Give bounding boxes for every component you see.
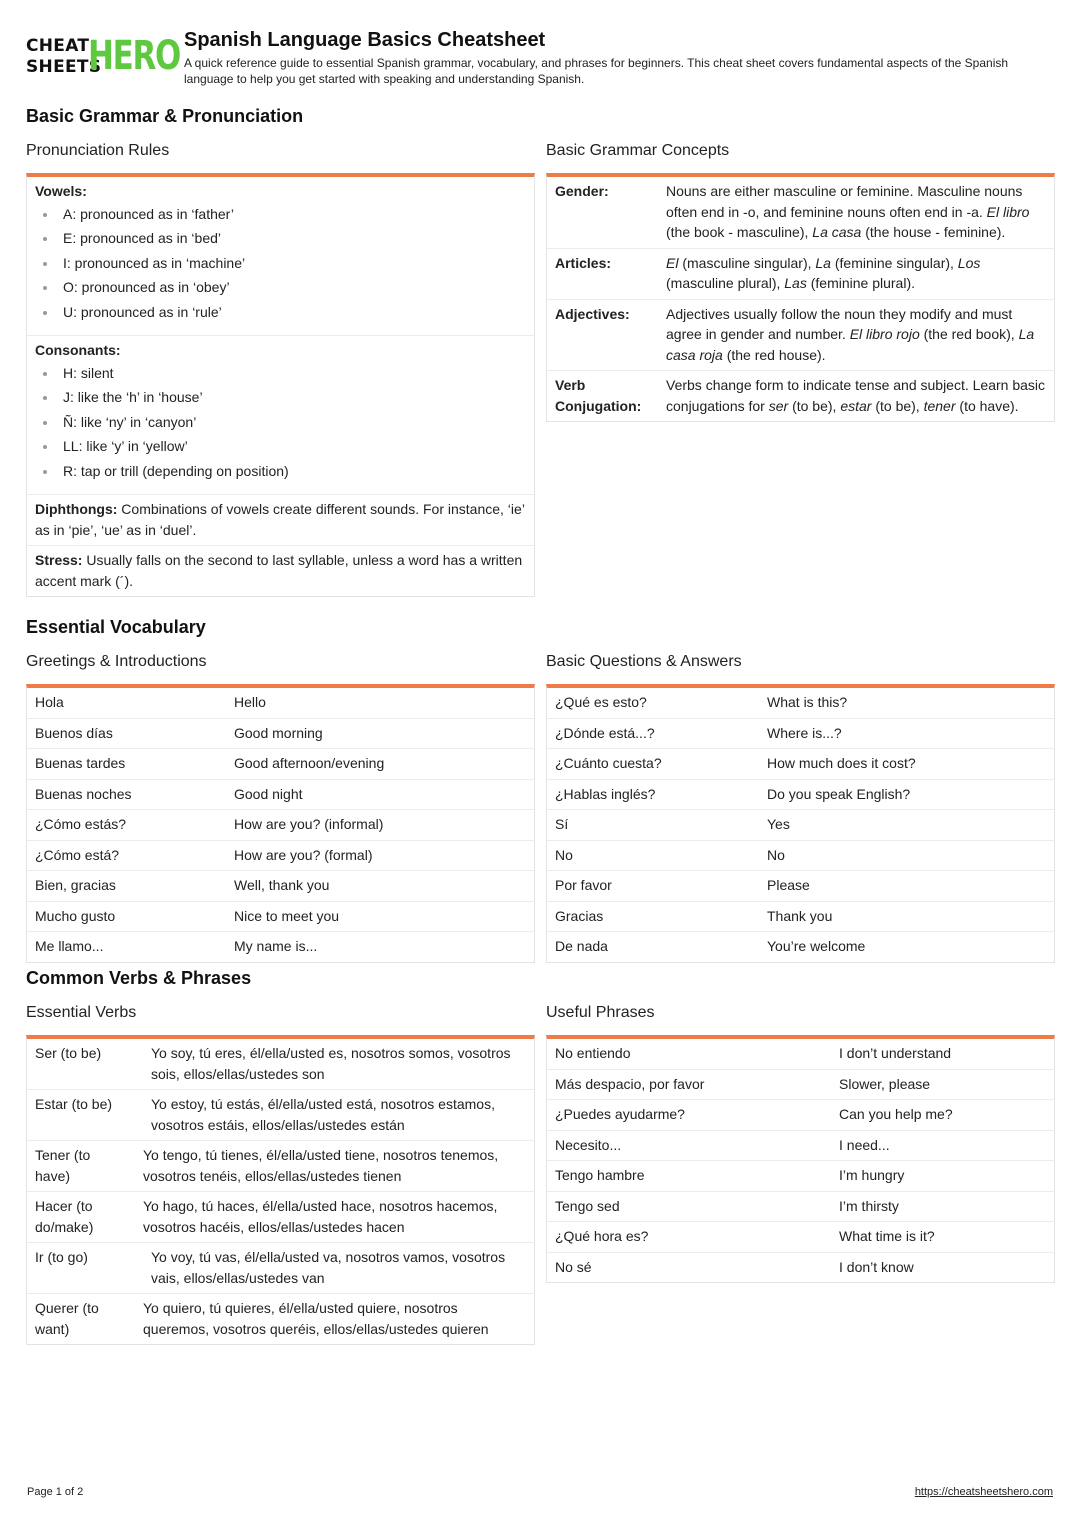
table-row: De nada You’re welcome <box>555 938 866 954</box>
cheatsheetshero-logo[interactable] <box>26 33 181 80</box>
table-row: Buenas tardes Good afternoon/evening <box>27 749 534 780</box>
list-item: H: silent <box>35 361 526 386</box>
card-body <box>26 684 535 963</box>
list-item: Ñ: like ‘ny’ in ‘canyon’ <box>35 410 526 435</box>
table-row: Sí Yes <box>547 810 1054 841</box>
vowels-list <box>35 202 526 331</box>
list-item: A: pronounced as in ‘father’ <box>35 202 526 227</box>
card-body <box>546 684 1055 963</box>
verb-conjugation-row: Verb Conjugation: Verbs change form to indicate tense and subject. Learn basic conjugations for ser (to be), estar (to be), tener (to have). <box>555 377 1046 414</box>
stress-label: Stress: <box>35 552 83 568</box>
table-row: No No <box>547 841 1054 872</box>
list-item: J: like the ‘h’ in ‘house’ <box>35 385 526 410</box>
stress-text: Usually falls on the second to last syllable, unless a word has a written accent mark (´). <box>35 552 523 589</box>
table-row: Me llamo... My name is... <box>35 938 318 954</box>
adjectives-row: Adjectives: Adjectives usually follow the noun they modify and must agree in gender and number. El libro rojo (the red book), La casa roja (the red house). <box>547 300 1054 372</box>
table-row: Hola Hello <box>27 688 534 719</box>
gender-label: Gender: <box>555 183 609 199</box>
section-title-grammar: Basic Grammar & Pronunciation <box>26 106 304 126</box>
greetings-card <box>26 651 535 963</box>
vowels-row <box>27 177 534 336</box>
table-row: ¿Qué es esto? What is this? <box>547 688 1054 719</box>
section-title-vocabulary: Essential Vocabulary <box>26 617 206 637</box>
table-row: ¿Dónde está...? Where is...? <box>547 719 1054 750</box>
card-title: Essential Verbs <box>26 1004 137 1021</box>
questions-answers-card <box>546 651 1055 963</box>
adjectives-label: Adjectives: <box>555 305 630 322</box>
list-item: R: tap or trill (depending on position) <box>35 459 526 484</box>
table-row: Mucho gusto Nice to meet you <box>27 902 534 933</box>
page-number: Page 1 of 2 <box>27 1486 84 1498</box>
consonants-label: Consonants: <box>35 342 121 358</box>
list-item: U: pronounced as in ‘rule’ <box>35 300 526 325</box>
table-row: Bien, gracias Well, thank you <box>27 871 534 902</box>
page-title: Spanish Language Basics Cheatsheet <box>184 29 546 51</box>
diphthongs-row <box>27 495 534 546</box>
card-title: Greetings & Introductions <box>26 653 207 670</box>
logo-hero-text: HERO <box>88 33 181 79</box>
list-item: O: pronounced as in ‘obey’ <box>35 275 526 300</box>
section-title-verbs-phrases: Common Verbs & Phrases <box>26 968 252 988</box>
consonants-list <box>35 361 526 490</box>
card-body <box>26 1035 535 1345</box>
list-item: I: pronounced as in ‘machine’ <box>35 251 526 276</box>
card-title: Basic Grammar Concepts <box>546 142 730 159</box>
consonants-row <box>27 336 534 495</box>
list-item: E: pronounced as in ‘bed’ <box>35 226 526 251</box>
table-row: ¿Cómo estás? How are you? (informal) <box>27 810 534 841</box>
table-row: Buenos días Good morning <box>27 719 534 750</box>
table-row: No entiendo I don’t understand <box>547 1039 1054 1070</box>
table-row: Ser (to be) Yo soy, tú eres, él/ella/usted es, nosotros somos, vosotros sois, ellos/ellas/ustedes son <box>27 1039 534 1090</box>
diphthongs-label: Diphthongs: <box>35 501 118 517</box>
table-row: Ir (to go) Yo voy, tú vas, él/ella/usted va, nosotros vamos, vosotros vais, ellos/ellas/ustedes van <box>27 1243 534 1294</box>
card-body <box>546 173 1055 422</box>
table-row: Tengo sed I’m thirsty <box>547 1192 1054 1223</box>
gender-row: Gender: Nouns are either masculine or feminine. Masculine nouns often end in -o, and feminine nouns often end in -a. El libro (the book - masculine), La casa (the house - feminine). <box>547 177 1054 249</box>
table-row: No sé I don’t know <box>555 1258 914 1275</box>
table-row: Tener (to have) Yo tengo, tú tienes, él/ella/usted tiene, nosotros tenemos, vosotros tenéis, ellos/ellas/ustedes tienen <box>27 1141 534 1192</box>
diphthongs-text: Combinations of vowels create different sounds. For instance, ‘ie’ as in ‘pie’, ‘ue’ as in ‘duel’. <box>35 501 525 538</box>
table-row: ¿Cuánto cuesta? How much does it cost? <box>547 749 1054 780</box>
pronunciation-rules-card <box>26 140 535 597</box>
table-row: Tengo hambre I’m hungry <box>547 1161 1054 1192</box>
table-row: Gracias Thank you <box>547 902 1054 933</box>
card-body <box>26 173 535 597</box>
table-row: ¿Puedes ayudarme? Can you help me? <box>547 1100 1054 1131</box>
table-row: Necesito... I need... <box>547 1131 1054 1162</box>
table-row: Hacer (to do/make) Yo hago, tú haces, él/ella/usted hace, nosotros hacemos, vosotros hacéis, ellos/ellas/ustedes hacen <box>27 1192 534 1243</box>
page-description: A quick reference guide to essential Spanish grammar, vocabulary, and phrases for beginners. This cheat sheet covers fundamental aspects of the Spanish language to help you get started with speaking and understanding Spanish. <box>184 56 1009 86</box>
essential-verbs-card <box>26 1002 535 1345</box>
articles-row: Articles: El (masculine singular), La (feminine singular), Los (masculine plural), Las (feminine plural). <box>547 249 1054 300</box>
table-row: ¿Qué hora es? What time is it? <box>547 1222 1054 1253</box>
card-title: Useful Phrases <box>546 1004 655 1021</box>
stress-row <box>27 546 534 596</box>
table-row: Estar (to be) Yo estoy, tú estás, él/ella/usted está, nosotros estamos, vosotros estáis, ellos/ellas/ustedes están <box>27 1090 534 1141</box>
table-row: Por favor Please <box>547 871 1054 902</box>
card-title: Basic Questions & Answers <box>546 653 742 670</box>
site-link[interactable]: https://cheatsheetshero.com <box>914 1486 1053 1498</box>
grammar-concepts-card <box>546 140 1055 422</box>
card-body <box>546 1035 1055 1283</box>
table-row: ¿Hablas inglés? Do you speak English? <box>547 780 1054 811</box>
card-title: Pronunciation Rules <box>26 142 170 159</box>
table-row: Querer (to want) Yo quiero, tú quieres, él/ella/usted quiere, nosotros queremos, vosotros queréis, ellos/ellas/ustedes quieren <box>35 1300 489 1337</box>
table-row: Buenas noches Good night <box>27 780 534 811</box>
table-row: ¿Cómo está? How are you? (formal) <box>27 841 534 872</box>
table-row: Más despacio, por favor Slower, please <box>547 1070 1054 1101</box>
vowels-label: Vowels: <box>35 183 87 199</box>
verb-conjugation-label: Verb Conjugation: <box>555 377 642 414</box>
useful-phrases-card <box>546 1002 1055 1283</box>
list-item: LL: like ‘y’ in ‘yellow’ <box>35 434 526 459</box>
logo-cheat-sheets-text: CHEAT SHEETS <box>26 36 102 77</box>
articles-label: Articles: <box>555 254 612 271</box>
